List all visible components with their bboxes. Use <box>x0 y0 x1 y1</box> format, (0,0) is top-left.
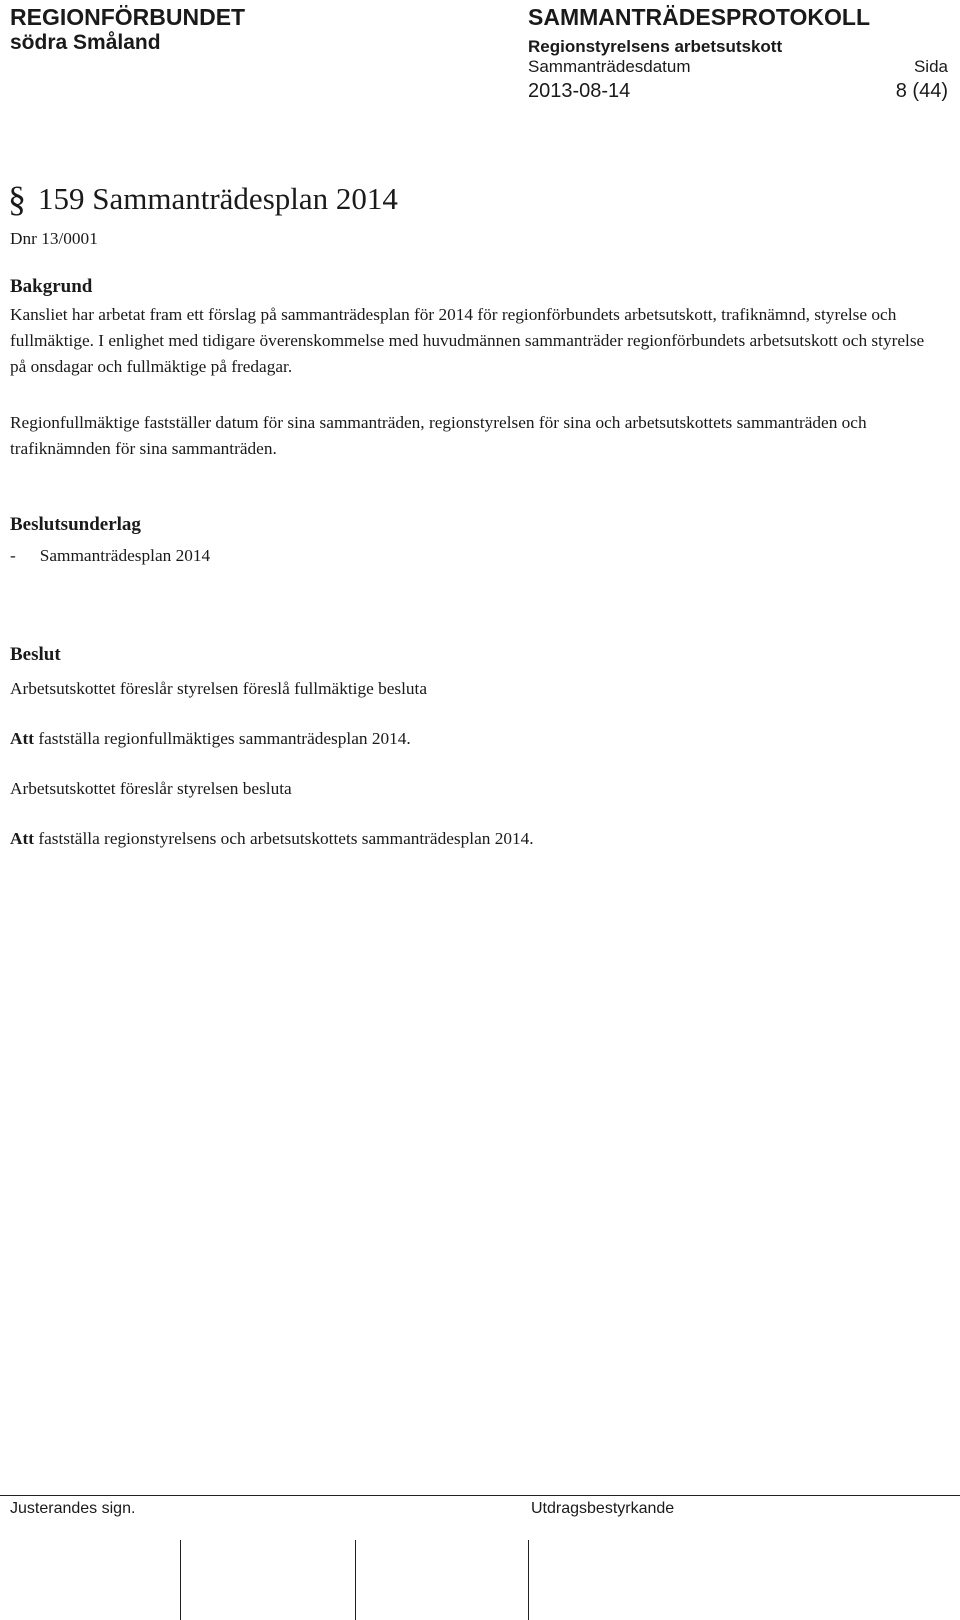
footer-divider <box>0 1495 960 1496</box>
signature-box-divider <box>180 1540 181 1620</box>
att-keyword: Att <box>10 829 34 848</box>
beslut-proposal-1: Arbetsutskottet föreslår styrelsen föreslå fullmäktige besluta <box>10 679 428 698</box>
att-keyword: Att <box>10 729 34 748</box>
signature-label: Justerandes sign. <box>10 1500 136 1517</box>
beslut-proposal-2: Arbetsutskottet föreslår styrelsen besluta <box>10 779 292 798</box>
beslut-att-1 <box>10 726 940 752</box>
heading-beslut: Beslut <box>10 644 61 665</box>
section-sign-icon: § <box>8 179 26 219</box>
org-name-line1: REGIONFÖRBUNDET <box>10 4 246 30</box>
meeting-date: 2013-08-14 <box>528 80 631 102</box>
signature-box-divider <box>528 1540 529 1620</box>
org-name-line2: södra Småland <box>10 31 161 54</box>
diary-number: Dnr 13/0001 <box>10 229 98 248</box>
bakgrund-paragraph-2: Regionfullmäktige fastställer datum för sina sammanträden, regionstyrelsen för sina och arbetsutskottets sammanträden och trafiknämnden för sina sammanträden. <box>10 413 867 458</box>
item-title <box>8 178 398 220</box>
extract-label: Utdragsbestyrkande <box>531 1500 675 1517</box>
document-type: SAMMANTRÄDESPROTOKOLL <box>528 4 871 30</box>
page-number: 8 (44) <box>895 80 948 102</box>
heading-bakgrund: Bakgrund <box>10 276 93 297</box>
att-text: fastställa regionfullmäktiges sammanträdesplan 2014. <box>34 729 411 748</box>
meeting-date-label: Sammanträdesdatum <box>528 57 691 76</box>
page-label: Sida <box>913 57 948 76</box>
bakgrund-paragraph-1: Kansliet har arbetat fram ett förslag på sammanträdesplan för 2014 för regionförbundets arbetsutskott, trafiknämnd, styrelse och fullmäktige. I enlighet med tidigare överenskommelse med huvudmännen sammanträder regionförbundets arbetsutskott och styrelse på onsdagar och fullmäktige på fredagar. <box>10 305 925 376</box>
signature-box-divider <box>355 1540 356 1620</box>
beslut-att-2 <box>10 826 940 852</box>
att-text: fastställa regionstyrelsens och arbetsutskottets sammanträdesplan 2014. <box>34 829 534 848</box>
list-dash: - <box>10 546 16 565</box>
item-title-text: 159 Sammanträdesplan 2014 <box>38 181 398 216</box>
heading-beslutsunderlag: Beslutsunderlag <box>10 514 141 535</box>
beslutsunderlag-item-text: Sammanträdesplan 2014 <box>39 546 211 565</box>
beslutsunderlag-item <box>10 543 940 569</box>
body-name: Regionstyrelsens arbetsutskott <box>528 37 783 56</box>
